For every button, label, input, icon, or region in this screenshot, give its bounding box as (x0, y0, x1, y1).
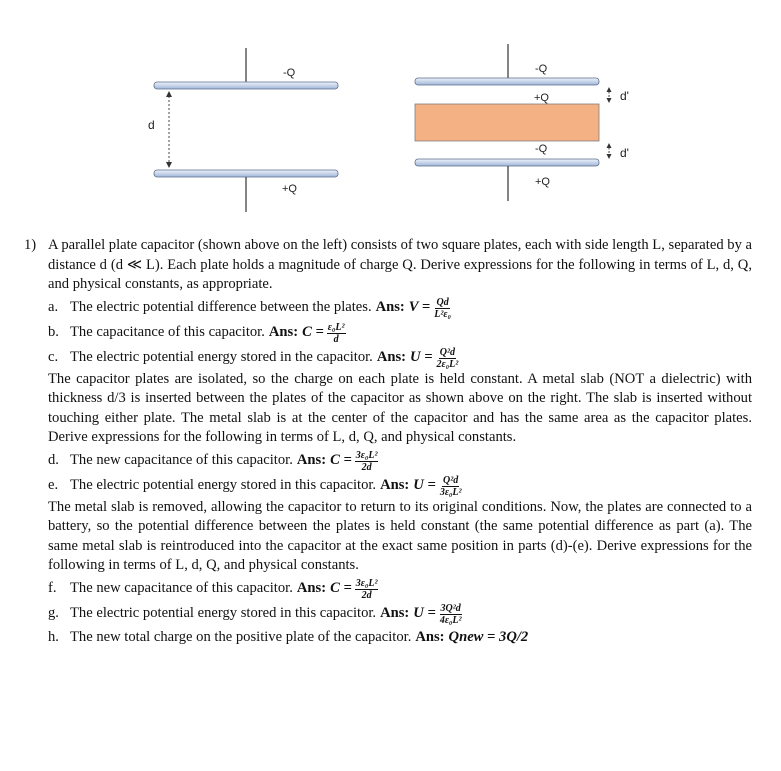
problem-number: 1) (24, 237, 37, 253)
part-b-numerator: ε₀L² (327, 321, 345, 333)
part-e-lhs: U = (413, 477, 436, 494)
part-f-lhs: C = (330, 580, 352, 597)
part-d-denominator: 2d (361, 461, 372, 473)
part-d (48, 450, 752, 473)
problem-text (24, 236, 752, 647)
battery-paragraph: The metal slab is removed, allowing the capacitor to return to its original conditions. Now, the plates are connected to a battery, so the potential difference between the plates is held constant (the same potential difference as part (a). The same metal slab is reintroduced into the capacitor at the exact same position in parts (d)-(e). Derive expressions for the following in terms of L, d, Q, and physical constants. (48, 498, 752, 573)
slab-top-charge-label: +Q (534, 92, 549, 104)
part-a-text: The electric potential difference between the plates. (70, 299, 372, 316)
part-g-text: The electric potential energy stored in this capacitor. (70, 605, 377, 622)
part-f-numerator: 3ε₀L² (355, 577, 378, 589)
part-h (48, 628, 752, 648)
part-a-ans-label: Ans: (375, 299, 405, 316)
part-g-denominator: 4ε₀L² (439, 614, 462, 626)
capacitor-diagram (0, 0, 781, 230)
part-f (48, 578, 752, 601)
part-g (48, 603, 752, 626)
part-a (48, 297, 752, 320)
part-e-text: The electric potential energy stored in this capacitor. (70, 477, 377, 494)
left-top-charge-label: -Q (283, 67, 296, 79)
part-d-lhs: C = (330, 452, 352, 469)
part-c-ans-label: Ans: (376, 349, 407, 366)
part-g-lhs: U = (413, 605, 436, 622)
part-g-ans-label: Ans: (380, 605, 410, 622)
part-e-letter: e. (48, 477, 59, 494)
left-capacitor (148, 48, 338, 212)
left-gap-arrow-top-head (166, 91, 172, 97)
part-e-fraction (439, 475, 463, 498)
part-e (48, 475, 752, 498)
left-bottom-plate (154, 170, 338, 177)
right-bottom-charge-label: +Q (535, 176, 550, 188)
part-g-numerator: 3Q²d (440, 602, 461, 614)
right-top-plate (415, 78, 599, 85)
part-g-letter: g. (48, 605, 59, 622)
part-c-lhs: U = (410, 349, 433, 366)
part-d-fraction (355, 450, 379, 473)
right-gap-arrow-2-top-head (607, 143, 612, 148)
part-a-denominator: L²ε₀ (434, 308, 451, 320)
part-h-letter: h. (48, 628, 59, 645)
part-e-numerator: Q²d (443, 474, 459, 486)
part-e-denominator: 3ε₀L² (439, 486, 462, 498)
part-a-letter: a. (48, 299, 59, 316)
right-top-charge-label: -Q (535, 63, 548, 75)
part-f-denominator: 2d (361, 589, 372, 601)
problem-intro-text: A parallel plate capacitor (shown above on the left) consists of two square plates, each with side length L, separated by a distance d (d ≪ L). Each plate holds a magnitude of charge Q. Derive expressions for the following in terms of L, d, Q, and physical constants, as appropriate. (48, 237, 752, 292)
part-f-text: The new capacitance of this capacitor. (70, 580, 293, 597)
right-gap-label-1: d' (620, 89, 629, 103)
part-b (48, 322, 752, 345)
part-f-ans-label: Ans: (296, 580, 327, 597)
slab-bottom-charge-label: -Q (535, 143, 548, 155)
part-b-fraction (327, 322, 346, 345)
part-b-letter: b. (48, 324, 59, 341)
part-b-lhs: C = (302, 324, 324, 341)
part-a-numerator: Qd (436, 296, 449, 308)
left-bottom-charge-label: +Q (282, 183, 297, 195)
part-b-denominator: d (333, 333, 339, 345)
right-gap-arrow-2-bottom-head (607, 154, 612, 159)
part-d-ans-label: Ans: (296, 452, 327, 469)
right-gap-label-2: d' (620, 146, 629, 160)
left-top-plate (154, 82, 338, 89)
isolated-paragraph: The capacitor plates are isolated, so the charge on each plate is held constant. A metal slab (NOT a dielectric) with thickness d/3 is inserted between the plates of the capacitor as shown above on the right. The slab is inserted without touching either plate. The metal slab is at the center of the capacitor and has the same area as the capacitor plates. Derive expressions for the following in terms of L, d, Q, and physical constants. (48, 370, 752, 445)
part-g-fraction (439, 603, 463, 626)
right-bottom-plate (415, 159, 599, 166)
part-e-ans-label: Ans: (380, 477, 410, 494)
part-c-letter: c. (48, 349, 59, 366)
part-a-fraction (433, 297, 452, 320)
part-c-fraction (436, 347, 460, 370)
problem-intro (24, 236, 752, 295)
part-f-letter: f. (48, 580, 57, 597)
right-capacitor (415, 44, 629, 201)
part-f-fraction (355, 578, 379, 601)
part-b-text: The capacitance of this capacitor. (70, 324, 265, 341)
part-b-ans-label: Ans: (268, 324, 299, 341)
part-d-letter: d. (48, 452, 59, 469)
part-c-numerator: Q²d (439, 346, 456, 358)
part-h-ans-label: Ans: (415, 628, 445, 645)
part-h-answer: Qnew = 3Q/2 (448, 628, 529, 645)
left-gap-label: d (148, 118, 155, 132)
part-d-numerator: 3ε₀L² (355, 449, 378, 461)
part-h-text: The new total charge on the positive plate of the capacitor. (70, 628, 412, 645)
metal-slab (415, 104, 599, 141)
left-gap-arrow-bottom-head (166, 162, 172, 168)
part-c (48, 347, 752, 370)
right-gap-arrow-1-top-head (607, 87, 612, 92)
part-c-text: The electric potential energy stored in the capacitor. (70, 349, 373, 366)
part-a-lhs: V = (408, 299, 431, 316)
right-gap-arrow-1-bottom-head (607, 98, 612, 103)
part-c-denominator: 2ε₀L² (436, 358, 459, 370)
part-d-text: The new capacitance of this capacitor. (70, 452, 293, 469)
